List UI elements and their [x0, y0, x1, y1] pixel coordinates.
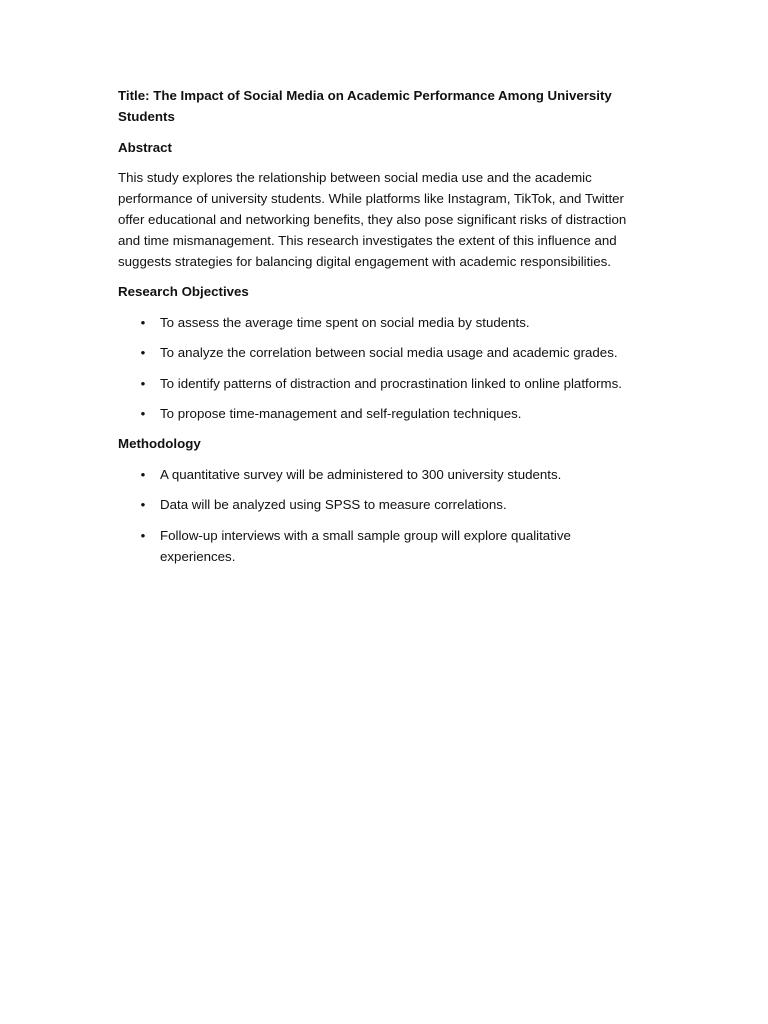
- list-item: [118, 313, 648, 334]
- objectives-list: [118, 313, 648, 425]
- list-item-text: To assess the average time spent on social media by students.: [160, 315, 530, 331]
- section-heading-methodology: Methodology: [118, 436, 201, 452]
- bullet-icon: •: [140, 497, 146, 513]
- list-item: [118, 404, 648, 425]
- abstract-paragraph: This study explores the relationship between social media use and the academic performance of university students. While platforms like Instagram, TikTok, and Twitter offer educational and networking benefits, they also pose significant risks of distraction and time mismanagement. This research investigates the extent of this influence and suggests strategies for balancing digital engagement with academic responsibilities.: [118, 170, 627, 269]
- bullet-icon: •: [140, 375, 146, 391]
- list-item: [118, 495, 648, 516]
- section-heading-research-objectives: Research Objectives: [118, 284, 249, 300]
- methodology-list: [118, 465, 648, 567]
- bullet-icon: •: [140, 406, 146, 422]
- document-title: Title: The Impact of Social Media on Academic Performance Among University Students: [118, 88, 612, 124]
- list-item-text: Follow-up interviews with a small sample group will explore qualitative experiences.: [160, 527, 571, 564]
- bullet-icon: •: [140, 467, 146, 483]
- list-item-text: Data will be analyzed using SPSS to measure correlations.: [160, 497, 507, 513]
- list-item-text: A quantitative survey will be administered to 300 university students.: [160, 467, 562, 483]
- list-item-text: To propose time-management and self-regulation techniques.: [160, 406, 522, 422]
- bullet-icon: •: [140, 527, 146, 543]
- bullet-icon: •: [140, 345, 146, 361]
- bullet-icon: •: [140, 315, 146, 331]
- list-item: [118, 465, 648, 486]
- list-item: [118, 343, 648, 364]
- list-item-text: To identify patterns of distraction and procrastination linked to online platforms.: [160, 375, 622, 391]
- list-item: [118, 526, 648, 568]
- section-heading-abstract: Abstract: [118, 139, 172, 155]
- list-item-text: To analyze the correlation between social media usage and academic grades.: [160, 345, 618, 361]
- list-item: [118, 374, 648, 395]
